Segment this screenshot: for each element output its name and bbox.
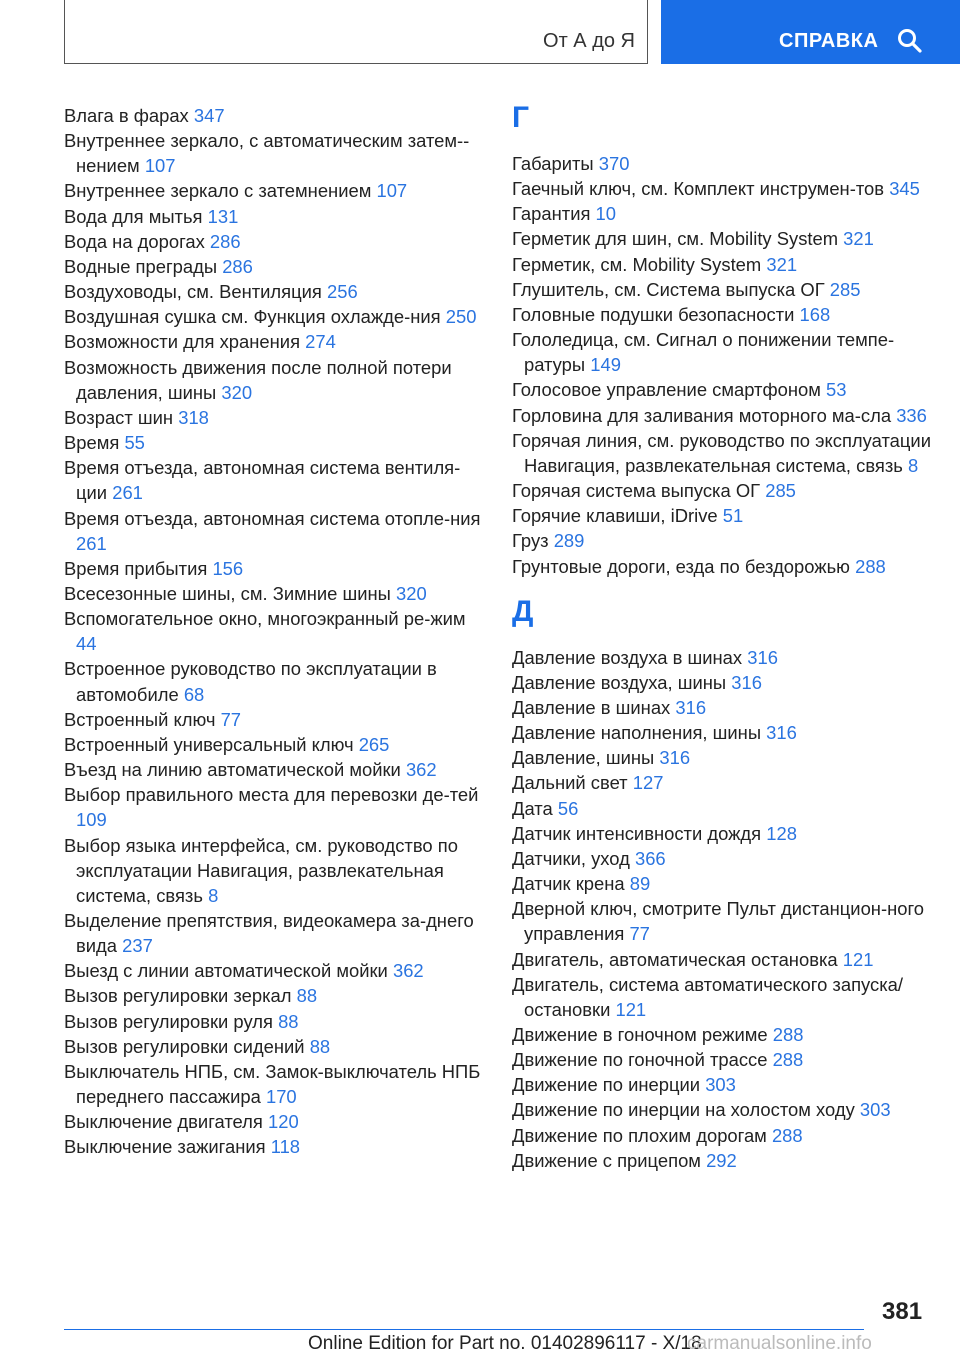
page-reference-link[interactable]: 289 (553, 530, 585, 552)
index-entry-term: Въезд на линию автоматической мойки (64, 759, 401, 781)
index-entry (64, 581, 484, 606)
index-entry (512, 670, 932, 695)
page-reference-link[interactable]: 316 (675, 696, 707, 718)
index-entry (512, 1148, 932, 1173)
page-reference-link[interactable]: 131 (207, 205, 239, 227)
page-reference-link[interactable]: 8 (907, 454, 919, 476)
page-reference-link[interactable]: 170 (265, 1086, 297, 1108)
index-entry (512, 252, 932, 277)
index-entry-term: Герметик, см. Mobility System (512, 253, 762, 275)
search-icon[interactable] (897, 28, 923, 54)
index-entry (64, 707, 484, 732)
page-reference-link[interactable]: 121 (615, 998, 647, 1020)
index-entry-term: Выключение зажигания (64, 1136, 266, 1158)
index-entry-term: Двигатель, автоматическая остановка (512, 948, 838, 970)
edition-text: Online Edition for Part no. 01402896117 - X/18 (308, 1333, 702, 1354)
index-entry (64, 1034, 484, 1059)
index-entry (512, 327, 932, 377)
index-entry-term: Вспомогательное окно, многоэкранный ре-жим (64, 608, 466, 630)
page-reference-link[interactable]: 250 (445, 306, 477, 328)
page-reference-link[interactable]: 336 (896, 404, 927, 426)
page-reference-link[interactable]: 77 (220, 708, 242, 730)
footer-divider (64, 1329, 864, 1330)
letter-heading: Г (512, 101, 530, 134)
page-reference-link[interactable]: 318 (178, 406, 209, 428)
index-entry (64, 304, 484, 329)
index-entry-term: Всесезонные шины, см. Зимние шины (64, 582, 391, 604)
index-entry (512, 745, 932, 770)
index-entry (512, 972, 932, 1022)
page-reference-link[interactable]: 51 (722, 505, 744, 527)
index-entry-term: Герметик для шин, см. Mobility System (512, 228, 839, 250)
index-entry (512, 770, 932, 795)
page-reference-link[interactable]: 316 (731, 671, 762, 693)
index-entry-term: Выключатель НПБ, см. Замок-выключатель НПБ переднего пассажира (64, 1060, 481, 1108)
index-entry-term: Возможности для хранения (64, 331, 301, 353)
index-entry-term: Движение по гоночной трассе (512, 1049, 768, 1071)
index-entry (64, 606, 484, 656)
index-entry-term: Дальний свет (512, 772, 628, 794)
index-entry-term: Давление в шинах (512, 696, 671, 718)
page-reference-link[interactable]: 10 (595, 203, 617, 225)
page-reference-link[interactable]: 128 (766, 822, 797, 844)
index-entry-term: Воздушная сушка см. Функция охлажде-ния (64, 306, 441, 328)
index-entry (512, 503, 932, 528)
index-entry (512, 796, 932, 821)
index-entry-term: Горячие клавиши, iDrive (512, 505, 718, 527)
index-entry-term: Датчик интенсивности дождя (512, 822, 762, 844)
index-entry-term: Давление наполнения, шины (512, 722, 762, 744)
index-entry (64, 204, 484, 229)
index-entry (64, 128, 484, 178)
index-entry-term: Давление, шины (512, 747, 655, 769)
index-entry-term: Груз (512, 530, 549, 552)
page-reference-link[interactable]: 303 (859, 1099, 891, 1121)
page-reference-link[interactable]: 168 (799, 303, 831, 325)
page-reference-link[interactable]: 285 (765, 480, 796, 502)
index-entry (64, 782, 484, 832)
index-entry (512, 645, 932, 670)
index-entry-term: Грунтовые дороги, езда по бездорожью (512, 555, 850, 577)
page-reference-link[interactable]: 292 (706, 1149, 737, 1171)
index-entry (64, 455, 484, 505)
index-entry-term: Время отъезда, автономная система отопле-ния (64, 507, 481, 529)
index-entry-term: Выключение двигателя (64, 1111, 263, 1133)
index-entry (64, 757, 484, 782)
index-entry-term: Двигатель, система автоматического запуска/ остановки (512, 973, 903, 1020)
page-reference-link[interactable]: 68 (183, 683, 205, 705)
index-entry-term: Голосовое управление смартфоном (512, 379, 821, 401)
page-reference-link[interactable]: 366 (634, 847, 666, 869)
index-entry-term: Водные преграды (64, 255, 218, 277)
index-entry-term: Встроенный универсальный ключ (64, 733, 354, 755)
page-reference-link[interactable]: 44 (76, 633, 97, 655)
page-reference-link[interactable]: 156 (212, 557, 244, 579)
index-entry-term: Выбор правильного места для перевозки де-тей (64, 784, 479, 806)
index-entry-term: Дата (512, 797, 553, 819)
index-entry-term: Время отъезда, автономная система вентиля-ции (64, 457, 461, 504)
index-entry (64, 103, 484, 128)
index-entry (512, 1123, 932, 1148)
index-entry-term: Время прибытия (64, 557, 208, 579)
index-entry (512, 428, 932, 478)
page-reference-link[interactable]: 362 (392, 960, 424, 982)
index-entry (64, 405, 484, 430)
index-entry (512, 1022, 932, 1047)
index-entry (512, 695, 932, 720)
index-entry-term: Дверной ключ, смотрите Пульт дистанцион-ного управления (512, 898, 925, 945)
index-entry-term: Глушитель, см. Система выпуска ОГ (512, 278, 825, 300)
index-entry-term: Головные подушки безопасности (512, 303, 795, 325)
index-entry (64, 983, 484, 1008)
index-entry-term: Давление воздуха в шинах (512, 646, 743, 668)
index-entry (64, 178, 484, 203)
page-reference-link[interactable]: 321 (843, 228, 874, 250)
index-entry (512, 528, 932, 553)
index-entry (64, 355, 484, 405)
index-entry-term: Гаечный ключ, см. Комплект инструмен-тов (512, 178, 885, 200)
index-entry-term: Движение с прицепом (512, 1149, 701, 1171)
index-entry-term: Датчики, уход (512, 847, 630, 869)
index-entry-term: Воздуховоды, см. Вентиляция (64, 281, 322, 303)
page-reference-link[interactable]: 107 (376, 180, 408, 202)
page-reference-link[interactable]: 345 (889, 178, 920, 200)
index-entry (512, 1072, 932, 1097)
page-reference-link[interactable]: 362 (405, 759, 437, 781)
watermark: carmanualsonline.info (687, 1333, 872, 1354)
page-reference-link[interactable]: 320 (221, 381, 253, 403)
page-reference-link[interactable]: 274 (305, 331, 336, 353)
index-entry-term: Вызов регулировки руля (64, 1010, 273, 1032)
page-reference-link[interactable]: 316 (766, 722, 797, 744)
index-entry-term: Вода на дорогах (64, 230, 205, 252)
index-entry-term: Габариты (512, 153, 594, 174)
index-entry (512, 871, 932, 896)
index-entry (64, 958, 484, 983)
page-reference-link[interactable]: 8 (208, 884, 219, 906)
index-entry (512, 947, 932, 972)
page-number: 381 (882, 1298, 923, 1325)
help-tab-label: СПРАВКА (779, 30, 879, 52)
index-entry (512, 554, 932, 579)
index-entry (512, 478, 932, 503)
page-reference-link[interactable]: 256 (327, 281, 358, 303)
page-reference-link[interactable]: 121 (842, 948, 874, 970)
page-reference-link[interactable]: 288 (772, 1049, 804, 1071)
page-reference-link[interactable]: 316 (747, 646, 778, 668)
index-entry-term: Движение в гоночном режиме (512, 1024, 768, 1045)
page-reference-link[interactable]: 286 (209, 230, 241, 252)
index-entry-term: Время (64, 432, 120, 454)
page-reference-link[interactable]: 321 (766, 253, 798, 275)
page-reference-link[interactable]: 286 (222, 255, 253, 277)
page-reference-link[interactable]: 261 (112, 482, 143, 504)
page-reference-link[interactable]: 109 (76, 809, 107, 831)
index-entry (512, 846, 932, 871)
index-entry-term: Внутреннее зеркало, с автоматическим затем-нением (64, 130, 470, 177)
index-tab-label: От А до Я (543, 30, 635, 52)
page-reference-link[interactable]: 285 (829, 278, 861, 300)
index-column-right (512, 103, 932, 1173)
index-entry-term: Выделение препятствия, видеокамера за-днего вида (64, 910, 474, 957)
index-entry (64, 1134, 484, 1159)
index-entry-term: Давление воздуха, шины (512, 671, 727, 693)
index-entry-term: Движение по инерции (512, 1074, 701, 1096)
letter-heading: Д (512, 594, 534, 628)
page-reference-link[interactable]: 88 (309, 1035, 331, 1057)
page-reference-link[interactable]: 55 (124, 432, 145, 454)
index-entry-term: Горловина для заливания моторного ма-сла (512, 404, 892, 426)
index-entry (512, 821, 932, 846)
index-entry-term: Движение по плохим дорогам (512, 1124, 767, 1146)
page-reference-link[interactable]: 88 (278, 1010, 299, 1032)
index-entry (512, 896, 932, 946)
help-tab[interactable] (661, 0, 960, 64)
page-reference-link[interactable]: 149 (590, 354, 621, 376)
index-entry (512, 377, 932, 402)
index-entry-term: Внутреннее зеркало с затемнением (64, 180, 372, 202)
page-reference-link[interactable]: 320 (396, 582, 427, 604)
index-entry (64, 656, 484, 706)
index-entry-term: Вода для мытья (64, 205, 203, 227)
index-entry-term: Вызов регулировки зеркал (64, 985, 292, 1007)
page-reference-link[interactable]: 237 (122, 935, 153, 957)
page-reference-link[interactable]: 265 (358, 733, 390, 755)
page-reference-link[interactable]: 77 (629, 923, 650, 945)
page-reference-link[interactable]: 120 (267, 1111, 299, 1133)
index-entry (64, 1059, 484, 1109)
index-entry-term: Датчик крена (512, 873, 625, 895)
page-reference-link[interactable]: 53 (825, 379, 847, 401)
index-entry (512, 151, 932, 176)
index-entry-term: Возможность движения после полной потери давления, шины (64, 356, 452, 403)
index-column-left (64, 103, 484, 1160)
index-entry-term: Выезд с линии автоматической мойки (64, 960, 388, 982)
page-reference-link[interactable]: 347 (193, 105, 225, 126)
index-entry-term: Встроенное руководство по эксплуатации в автомобиле (64, 658, 437, 705)
index-entry (64, 1109, 484, 1134)
index-entry-term: Движение по инерции на холостом ходу (512, 1099, 855, 1121)
index-entry (512, 201, 932, 226)
index-entry (512, 403, 932, 428)
index-entry (512, 277, 932, 302)
index-entry (512, 720, 932, 745)
page-reference-link[interactable]: 88 (296, 985, 318, 1007)
index-entry (64, 556, 484, 581)
page-reference-link[interactable]: 288 (772, 1024, 804, 1045)
index-entry-term: Вызов регулировки сидений (64, 1035, 305, 1057)
index-entry (512, 1047, 932, 1072)
index-tab[interactable] (64, 0, 648, 64)
index-entry-term: Горячая система выпуска ОГ (512, 480, 761, 502)
index-entry (512, 302, 932, 327)
index-entry (64, 506, 484, 556)
page-reference-link[interactable]: 107 (144, 155, 176, 177)
index-entry (512, 1097, 932, 1122)
index-entry-term: Возраст шин (64, 406, 174, 428)
index-entry-term: Горячая линия, см. руководство по эксплуатации Навигация, развлекательная система, связь (512, 429, 931, 476)
page-reference-link[interactable]: 288 (855, 555, 886, 577)
index-entry (64, 329, 484, 354)
index-entry-term: Встроенный ключ (64, 708, 216, 730)
page-reference-link[interactable]: 118 (270, 1136, 301, 1158)
page-reference-link[interactable]: 89 (629, 873, 651, 895)
index-entry-term: Гарантия (512, 203, 591, 225)
index-entry-term: Влага в фарах (64, 105, 189, 126)
index-entry (512, 176, 932, 201)
index-entry (64, 833, 484, 908)
index-entry (64, 279, 484, 304)
page-reference-link[interactable]: 261 (76, 532, 107, 554)
page-reference-link[interactable]: 303 (705, 1074, 736, 1096)
index-entry (64, 229, 484, 254)
index-entry (64, 430, 484, 455)
page-reference-link[interactable]: 370 (598, 153, 630, 174)
index-entry-term: Гололедица, см. Сигнал о понижении темпе-ратуры (512, 329, 895, 376)
page-reference-link[interactable]: 127 (632, 772, 664, 794)
page-reference-link[interactable]: 288 (771, 1124, 803, 1146)
index-entry (64, 254, 484, 279)
index-entry (512, 226, 932, 251)
page-reference-link[interactable]: 56 (557, 797, 579, 819)
index-entry (64, 908, 484, 958)
index-entry (64, 732, 484, 757)
page-reference-link[interactable]: 316 (659, 747, 691, 769)
index-entry (64, 1009, 484, 1034)
index-entry-term: Выбор языка интерфейса, см. руководство по эксплуатации Навигация, развлекательная система, связь (64, 834, 458, 906)
